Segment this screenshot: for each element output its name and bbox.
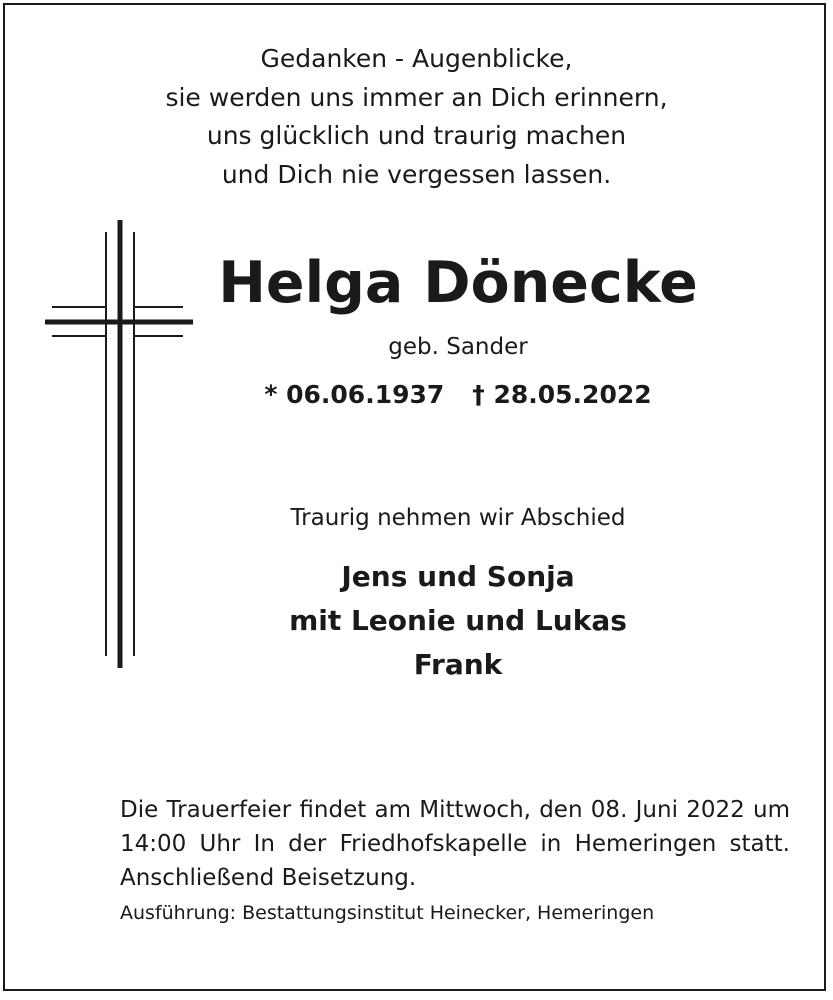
deceased-name: Helga Dönecke — [218, 250, 698, 316]
poem-line: sie werden uns immer an Dich erinnern, — [165, 82, 668, 112]
poem — [0, 40, 833, 194]
funeral-director: Ausführung: Bestattungsinstitut Heinecker, Hemeringen — [120, 902, 655, 924]
cross-icon — [44, 218, 194, 670]
poem-line: uns glücklich und traurig machen — [206, 121, 627, 150]
life-dates — [213, 380, 703, 409]
farewell-text: Traurig nehmen wir Abschied — [290, 505, 626, 531]
service-line: 14:00 Uhr In der Friedhofskapelle in Hemeringen statt. — [120, 831, 790, 857]
birth-date: * 06.06.1937 — [264, 380, 445, 409]
poem-line: Gedanken - Augenblicke, — [260, 44, 573, 73]
service-line: Anschließend Beisetzung. — [120, 865, 417, 891]
service-details — [120, 793, 790, 861]
mourner-line: Jens und Sonja — [341, 560, 575, 593]
birth-name: geb. Sander — [388, 334, 528, 360]
mourner-line: mit Leonie und Lukas — [289, 604, 627, 637]
death-date: † 28.05.2022 — [472, 380, 652, 409]
mourner-line: Frank — [413, 648, 503, 681]
poem-line: und Dich nie vergessen lassen. — [221, 159, 612, 189]
service-line: Die Trauerfeier findet am Mittwoch, den 08. Juni 2022 um — [120, 797, 790, 823]
mourners — [213, 555, 703, 687]
